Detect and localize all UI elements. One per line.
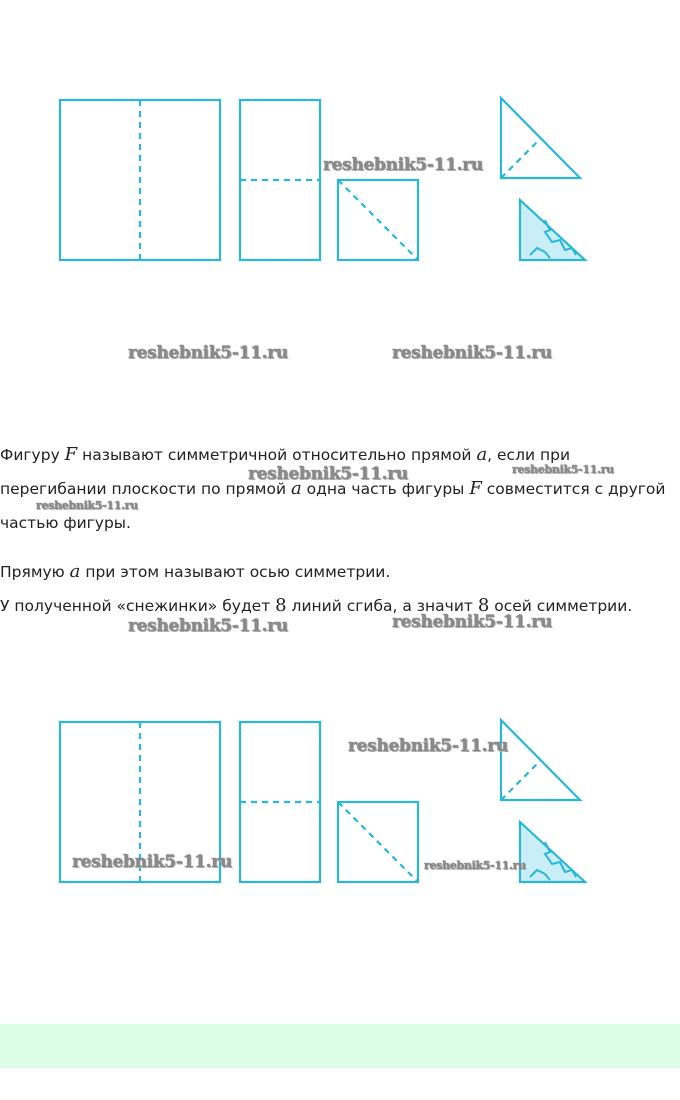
watermark: reshebnik5-11.ru bbox=[36, 499, 138, 512]
snowflake-paragraph bbox=[0, 589, 680, 623]
axis-paragraph bbox=[0, 555, 680, 589]
text-segment: осей симметрии. bbox=[489, 597, 633, 615]
math-variable: F bbox=[469, 478, 482, 499]
math-variable: a bbox=[476, 444, 488, 465]
text-segment: , если при перегибании плоскости по прямой bbox=[0, 446, 571, 498]
watermark: reshebnik5-11.ru bbox=[424, 859, 526, 872]
footer-bar bbox=[0, 1024, 680, 1068]
folding-steps-svg bbox=[0, 90, 680, 280]
watermark: reshebnik5-11.ru bbox=[392, 612, 552, 632]
text-segment: Прямую bbox=[0, 563, 70, 581]
watermark: reshebnik5-11.ru bbox=[323, 155, 483, 175]
math-variable: F bbox=[64, 444, 78, 465]
watermark: reshebnik5-11.ru bbox=[128, 616, 288, 636]
watermark: reshebnik5-11.ru bbox=[392, 343, 552, 363]
cut-triangle bbox=[520, 822, 585, 882]
folding-diagram-bottom bbox=[0, 712, 680, 902]
math-variable: a bbox=[291, 478, 302, 499]
watermark: reshebnik5-11.ru bbox=[348, 736, 508, 756]
folding-diagram-top bbox=[0, 90, 680, 280]
watermark: reshebnik5-11.ru bbox=[72, 852, 232, 872]
fold-line-triangle bbox=[501, 138, 541, 178]
text-segment: совместится с другой частью фигуры. bbox=[0, 480, 666, 532]
text-segment: Фигуру bbox=[0, 446, 65, 464]
fold-line-diagonal bbox=[338, 180, 418, 260]
math-number: 8 bbox=[477, 595, 490, 616]
watermark: reshebnik5-11.ru bbox=[128, 343, 288, 363]
math-number: 8 bbox=[275, 595, 287, 616]
text-segment: называют симметричной относительно прямой bbox=[77, 446, 477, 464]
watermark: reshebnik5-11.ru bbox=[512, 463, 614, 476]
cut-triangle bbox=[520, 200, 585, 260]
watermark: reshebnik5-11.ru bbox=[248, 464, 408, 484]
text-segment: У полученной «снежинки» будет bbox=[0, 597, 276, 615]
fold-line-triangle bbox=[501, 760, 541, 800]
text-segment: одна часть фигуры bbox=[301, 480, 470, 498]
folding-steps-svg bbox=[0, 712, 680, 902]
text-segment: при этом называют осью симметрии. bbox=[80, 563, 391, 581]
math-variable: a bbox=[69, 561, 81, 582]
definition-paragraph bbox=[0, 438, 680, 540]
text-segment: линий сгиба, а значит bbox=[286, 597, 478, 615]
fold-line-diagonal bbox=[338, 802, 418, 882]
